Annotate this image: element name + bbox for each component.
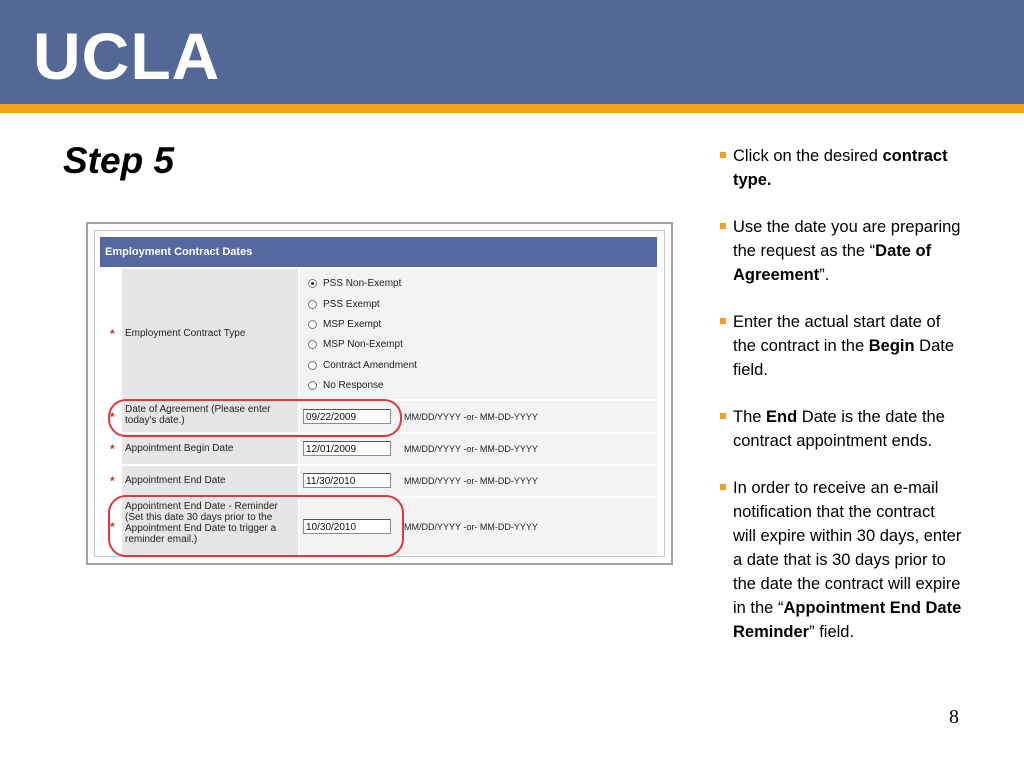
radio-option-no-response[interactable] (308, 380, 384, 391)
required-marker: * (110, 410, 115, 424)
instruction-emphasis: Appointment End Date Reminder (733, 599, 962, 641)
contract-type-label: Employment Contract Type (122, 269, 298, 399)
required-marker: * (110, 474, 115, 488)
radio-label: PSS Non-Exempt (323, 278, 402, 289)
required-marker: * (110, 520, 115, 534)
instruction-item (718, 405, 962, 453)
instruction-item (718, 215, 962, 287)
end-date-cell (300, 466, 657, 496)
instruction-text: Use the date you are preparing the request as the “ (733, 218, 961, 260)
radio-option-msp-exempt[interactable] (308, 319, 381, 330)
highlight-circle-reminder (108, 495, 404, 557)
instruction-text: ”. (819, 266, 830, 284)
date-of-agreement-input[interactable]: 09/22/2009 (303, 409, 391, 424)
end-date-reminder-label: Appointment End Date - Reminder (Set this date 30 days prior to the Appointment End Date to trigger a reminder email.) (122, 498, 298, 556)
contract-type-options (300, 269, 657, 399)
end-date-row (100, 466, 657, 496)
radio-icon[interactable] (308, 381, 317, 390)
radio-option-contract-amendment[interactable] (308, 360, 417, 371)
radio-icon[interactable] (308, 340, 317, 349)
required-marker: * (110, 442, 115, 456)
instruction-text: The (733, 408, 767, 426)
instruction-text: Date is the date the contract appointment ends. (733, 408, 945, 450)
radio-option-pss-non-exempt[interactable] (308, 278, 401, 289)
radio-label: MSP Exempt (323, 319, 382, 330)
date-format-hint: MM/DD/YYYY -or- MM-DD-YYYY (404, 522, 538, 532)
radio-option-pss-exempt[interactable] (308, 299, 380, 310)
end-date-input[interactable]: 11/30/2010 (303, 473, 391, 488)
radio-selected-icon[interactable] (308, 279, 317, 288)
required-marker: * (110, 327, 115, 341)
instruction-item (718, 310, 962, 382)
slide-header (0, 0, 1024, 104)
slide-title: Step 5 (63, 140, 175, 181)
date-format-hint: MM/DD/YYYY -or- MM-DD-YYYY (404, 412, 538, 422)
instruction-item (718, 476, 962, 644)
instruction-emphasis: Date of Agreement (733, 242, 932, 284)
instruction-list (718, 144, 962, 667)
radio-option-msp-non-exempt[interactable] (308, 339, 403, 350)
instruction-text: Date field. (733, 337, 955, 379)
radio-icon[interactable] (308, 361, 317, 370)
begin-date-label: Appointment Begin Date (122, 434, 298, 464)
page-number: 8 (949, 706, 959, 728)
instruction-text: In order to receive an e-mail notification that the contract will expire within 30 days, enter a date that is 30 days prior to the date the contract will expire in the “ (733, 479, 962, 617)
radio-label: MSP Non-Exempt (323, 339, 403, 350)
instruction-emphasis: End (766, 408, 798, 426)
radio-label: PSS Exempt (323, 299, 380, 310)
begin-date-row (100, 434, 657, 464)
begin-date-input[interactable]: 12/01/2009 (303, 441, 391, 456)
instruction-emphasis: Begin (868, 337, 915, 355)
radio-icon[interactable] (308, 300, 317, 309)
radio-label: Contract Amendment (323, 360, 417, 371)
date-format-hint: MM/DD/YYYY -or- MM-DD-YYYY (404, 444, 538, 454)
form-section-header: Employment Contract Dates (100, 237, 657, 267)
ucla-logo: UCLA (33, 19, 221, 93)
radio-label: No Response (323, 380, 384, 391)
header-accent-stripe (0, 104, 1024, 113)
date-of-agreement-label: Date of Agreement (Please enter today's date.) (122, 401, 298, 432)
instruction-item (718, 144, 962, 192)
instruction-text: Click on the desired (733, 147, 883, 165)
begin-date-cell (300, 434, 657, 464)
end-date-label: Appointment End Date (122, 466, 298, 496)
contract-type-row (100, 269, 657, 399)
date-format-hint: MM/DD/YYYY -or- MM-DD-YYYY (404, 476, 538, 486)
instruction-emphasis: contract type. (733, 147, 948, 189)
highlight-circle-date-of-agreement (108, 399, 402, 437)
instruction-text: ” field. (809, 623, 855, 641)
instruction-text: Enter the actual start date of the contract in the (733, 313, 941, 355)
radio-icon[interactable] (308, 320, 317, 329)
end-date-reminder-input[interactable]: 10/30/2010 (303, 519, 391, 534)
